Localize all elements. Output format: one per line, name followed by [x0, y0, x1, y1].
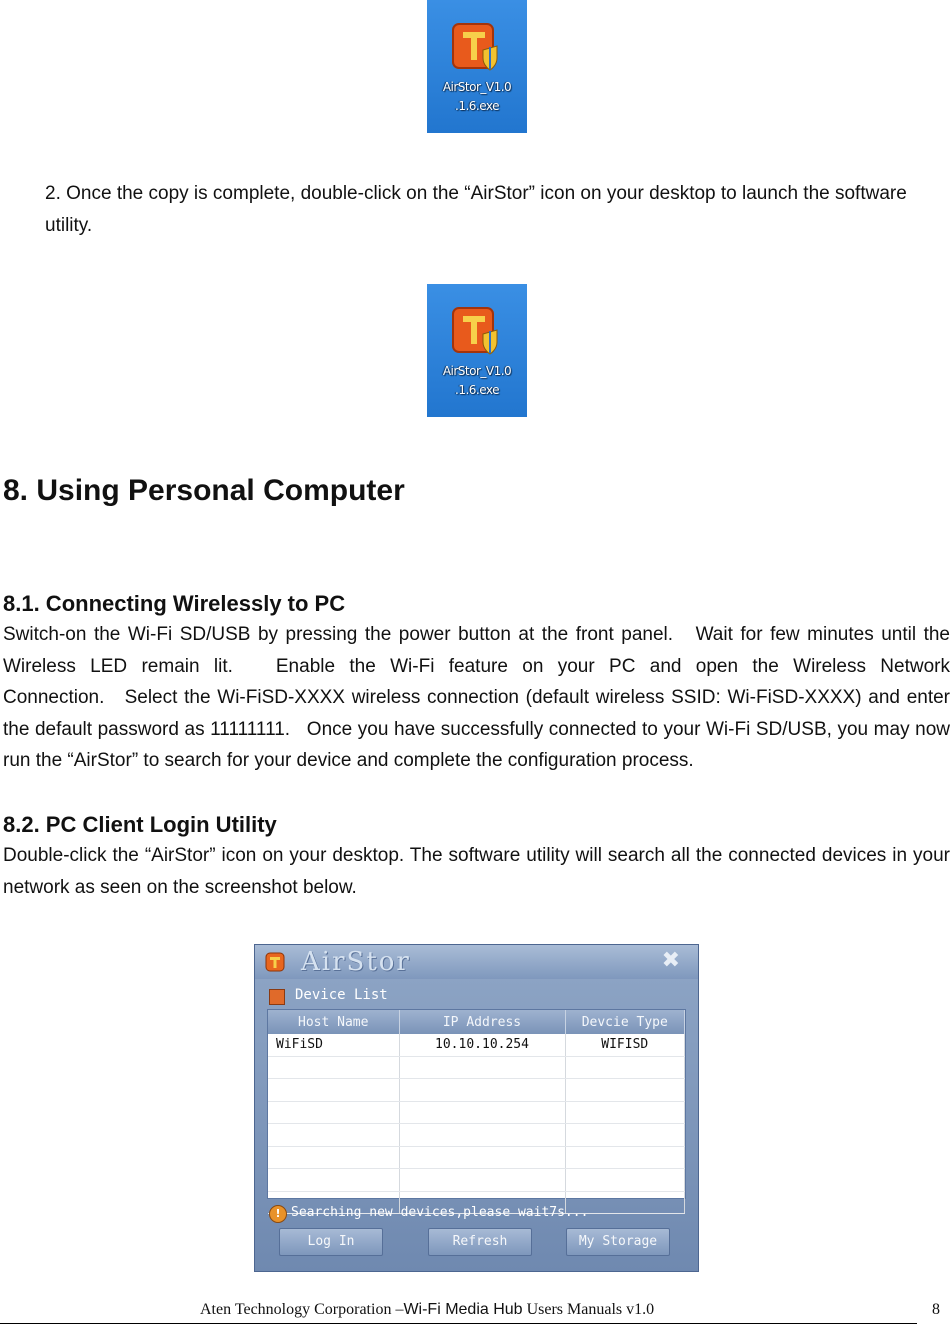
airstor-app-icon: [449, 14, 505, 76]
table-row: [268, 1056, 685, 1079]
window-title: AirStor: [301, 947, 411, 977]
refresh-button[interactable]: Refresh: [428, 1228, 532, 1256]
cell: [268, 1101, 399, 1124]
device-list-label: Device List: [295, 987, 388, 1003]
cell: [268, 1169, 399, 1192]
table-row: [268, 1146, 685, 1169]
cell: [399, 1079, 565, 1102]
cell: [565, 1079, 685, 1102]
cell: [268, 1146, 399, 1169]
cell: [399, 1146, 565, 1169]
table-header-row: [268, 1010, 685, 1034]
info-icon: !: [269, 1205, 287, 1223]
cell: [268, 1124, 399, 1147]
column-header-host-name[interactable]: Host Name: [268, 1010, 399, 1034]
cell: [565, 1101, 685, 1124]
airstor-desktop-icon[interactable]: [427, 0, 527, 133]
airstor-desktop-icon[interactable]: [427, 284, 527, 417]
cell: [399, 1124, 565, 1147]
search-status-text: Searching new devices,please wait7s...: [291, 1205, 589, 1220]
cell: [399, 1056, 565, 1079]
icon-caption-line1: AirStor_V1.0: [442, 80, 512, 94]
login-button[interactable]: Log In: [279, 1228, 383, 1256]
table-row: [268, 1101, 685, 1124]
cell: [565, 1169, 685, 1192]
column-header-ip-address[interactable]: IP Address: [399, 1010, 565, 1034]
table-row: [268, 1079, 685, 1102]
icon-caption-line2: .1.6.exe: [455, 99, 499, 113]
section-8-heading: 8. Using Personal Computer: [3, 474, 405, 507]
section-8-1-body: Switch-on the Wi-Fi SD/USB by pressing the power button at the front panel. Wait for few minutes until the Wireless LED remain lit. Enable the Wi-Fi feature on your PC and open the Wireless Network Connection. Select the Wi-FiSD-XXXX wireless connection (default wireless SSID: Wi-FiSD-XXXX) and enter the default password as 11111111. Once you have successfully connected to your Wi-Fi SD/USB, you may now run the “AirStor” to search for your device and complete the configuration process.: [3, 624, 950, 771]
cell: [565, 1124, 685, 1147]
section-8-2-heading: 8.2. PC Client Login Utility: [3, 812, 277, 837]
footer-manual: Users Manuals v1.0: [522, 1301, 655, 1318]
column-header-device-type[interactable]: Devcie Type: [565, 1010, 685, 1034]
section-8-1-heading: 8.1. Connecting Wirelessly to PC: [3, 591, 346, 616]
table-row: [268, 1169, 685, 1192]
page-number: 8: [932, 1301, 940, 1318]
table-row[interactable]: [268, 1034, 685, 1056]
close-icon[interactable]: ✖: [661, 948, 680, 973]
cell: [565, 1056, 685, 1079]
cell: [268, 1079, 399, 1102]
cell-ip-address: 10.10.10.254: [399, 1034, 565, 1056]
device-list-icon: [269, 989, 285, 1005]
section-8-2-body: Double-click the “AirStor” icon on your desktop. The software utility will search all the connected devices in your network as seen on the screenshot below.: [3, 845, 950, 898]
cell: [565, 1146, 685, 1169]
my-storage-button[interactable]: My Storage: [566, 1228, 670, 1256]
cell: [268, 1056, 399, 1079]
table-row: [268, 1124, 685, 1147]
airstor-logo-icon: [265, 952, 285, 972]
cell-host-name: WiFiSD: [268, 1034, 399, 1056]
cell: [399, 1169, 565, 1192]
footer-product: Wi-Fi Media Hub: [403, 1301, 523, 1318]
icon-caption-line2: .1.6.exe: [455, 383, 499, 397]
airstor-app-icon: [449, 298, 505, 360]
step-2-text: 2. Once the copy is complete, double-click on the “AirStor” icon on your desktop to launch the software utility.: [45, 183, 907, 236]
cell-device-type: WIFISD: [565, 1034, 685, 1056]
window-title-bar: [255, 945, 698, 979]
device-table: [267, 1009, 686, 1199]
footer-company: Aten Technology Corporation –: [200, 1301, 404, 1318]
icon-caption-line1: AirStor_V1.0: [442, 364, 512, 378]
airstor-window: [254, 944, 699, 1272]
page-footer: [200, 1301, 654, 1319]
cell: [399, 1101, 565, 1124]
